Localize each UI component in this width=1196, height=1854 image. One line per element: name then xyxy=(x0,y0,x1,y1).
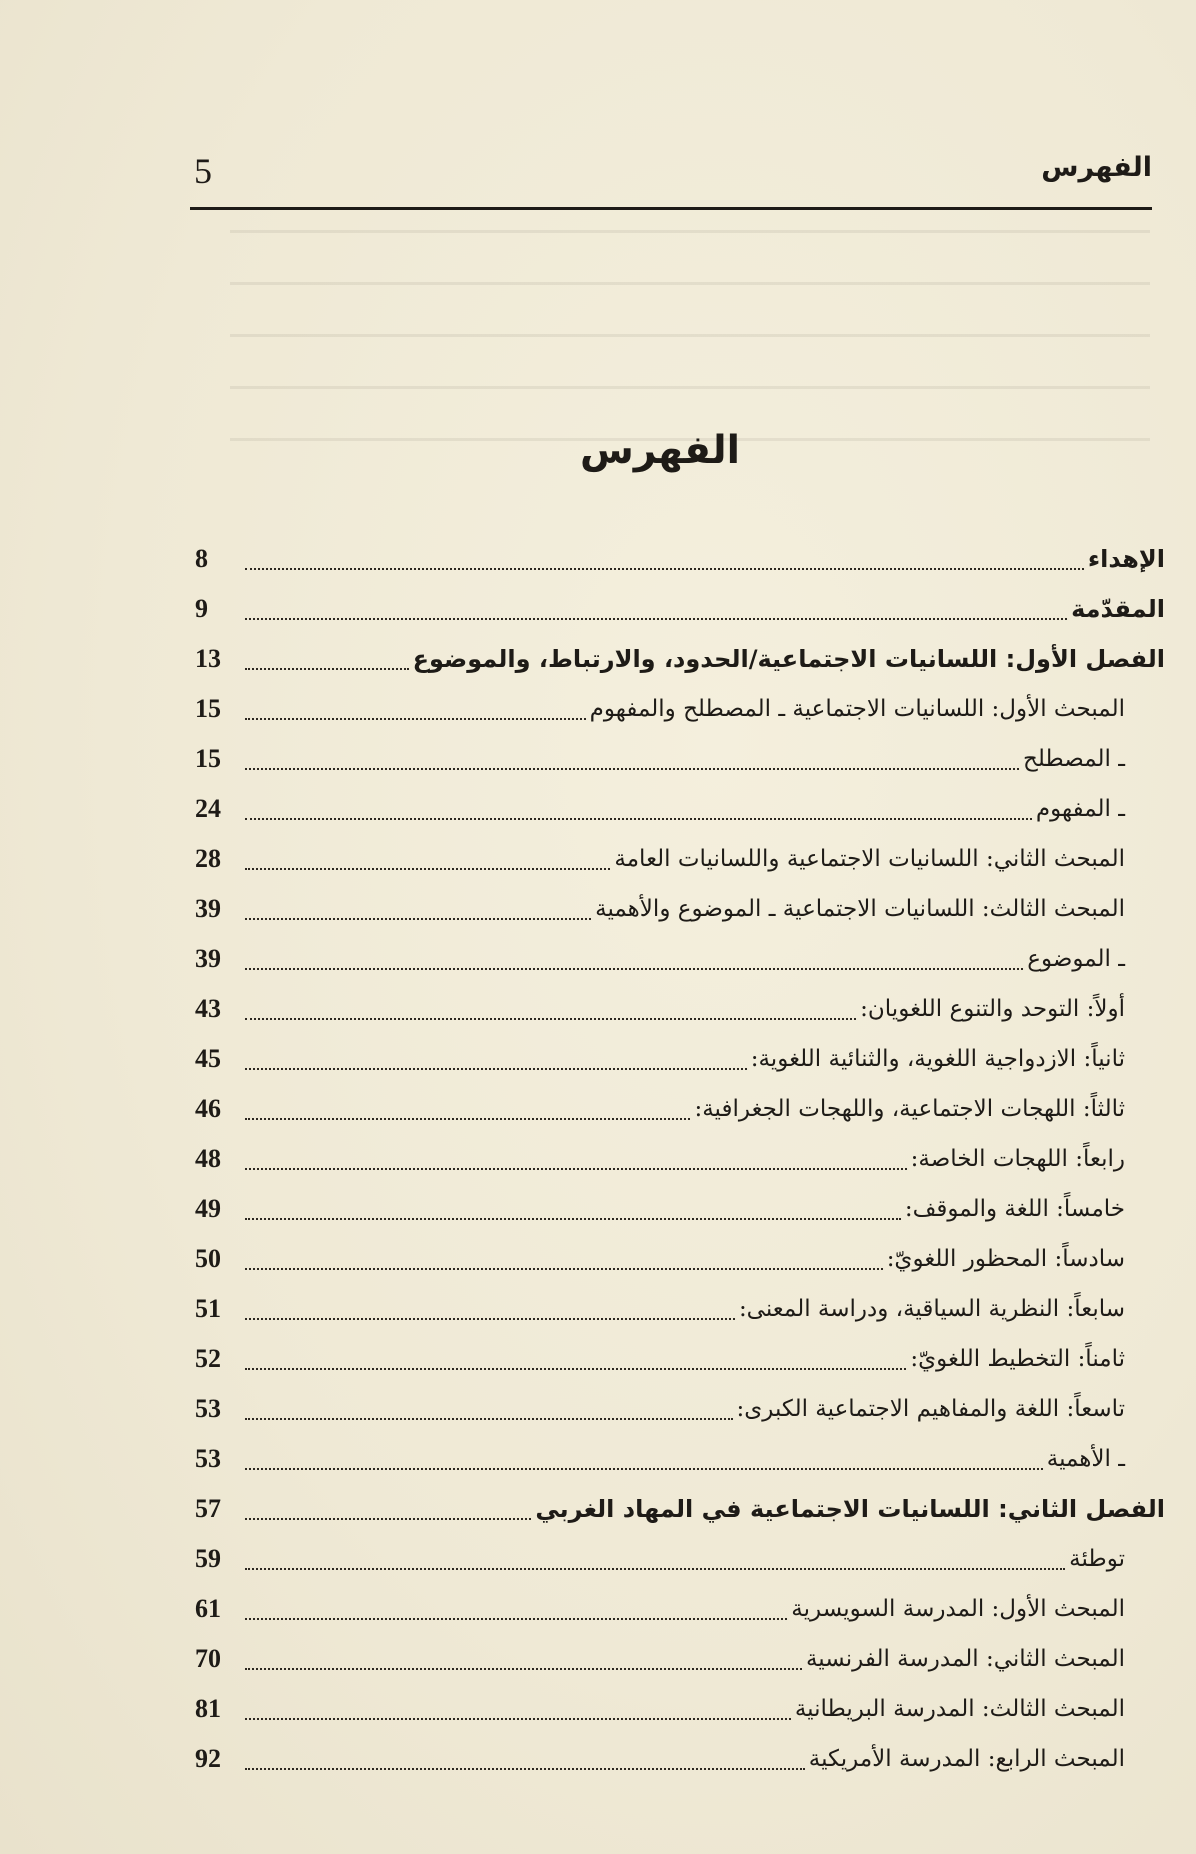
toc-entry-page: 39 xyxy=(195,944,221,973)
dot-leader xyxy=(245,618,1067,620)
toc-entry xyxy=(195,1230,1165,1280)
toc-entry-label: ثانياً: الازدواجية اللغوية، والثنائية اللغوية: xyxy=(750,1046,1125,1072)
toc-entry xyxy=(195,1430,1165,1480)
toc-entry-label: المقدّمة xyxy=(1071,595,1165,623)
dot-leader xyxy=(245,1368,906,1370)
table-of-contents xyxy=(195,530,1165,1780)
toc-entry-page: 92 xyxy=(195,1744,221,1773)
toc-entry-page: 15 xyxy=(195,744,221,773)
toc-entry-page: 61 xyxy=(195,1594,221,1623)
toc-entry xyxy=(195,780,1165,830)
toc-entry xyxy=(195,1180,1165,1230)
toc-entry-page: 48 xyxy=(195,1144,221,1173)
toc-entry xyxy=(195,980,1165,1030)
toc-entry-page: 46 xyxy=(195,1094,221,1123)
toc-entry xyxy=(195,1530,1165,1580)
toc-entry-page: 28 xyxy=(195,844,221,873)
toc-entry xyxy=(195,830,1165,880)
running-header-page-number: 5 xyxy=(194,151,212,191)
toc-entry-label: المبحث الأول: اللسانيات الاجتماعية ـ المصطلح والمفهوم xyxy=(589,696,1125,722)
dot-leader xyxy=(245,1118,690,1120)
toc-entry-page: 49 xyxy=(195,1194,221,1223)
dot-leader xyxy=(245,1268,883,1270)
toc-entry xyxy=(195,1280,1165,1330)
toc-entry-label: الإهداء xyxy=(1087,545,1165,573)
toc-entry-page: 15 xyxy=(195,694,221,723)
dot-leader xyxy=(245,1418,733,1420)
toc-entry-page: 9 xyxy=(195,594,208,623)
running-header xyxy=(190,150,1152,210)
toc-entry-page: 43 xyxy=(195,994,221,1023)
toc-entry-label: الفصل الثاني: اللسانيات الاجتماعية في المهاد الغربي xyxy=(535,1495,1165,1523)
dot-leader xyxy=(245,718,586,720)
toc-entry-page: 53 xyxy=(195,1444,221,1473)
toc-entry-page: 81 xyxy=(195,1694,221,1723)
header-rule xyxy=(190,207,1152,210)
dot-leader xyxy=(245,1068,747,1070)
toc-entry-page: 45 xyxy=(195,1044,221,1073)
toc-entry-label: ـ المصطلح xyxy=(1022,746,1125,772)
toc-entry-label: المبحث الرابع: المدرسة الأمريكية xyxy=(808,1746,1125,1772)
dot-leader xyxy=(245,818,1032,820)
toc-entry xyxy=(195,680,1165,730)
toc-entry-label: ـ المفهوم xyxy=(1035,796,1125,822)
toc-entry-label: تاسعاً: اللغة والمفاهيم الاجتماعية الكبرى: xyxy=(736,1396,1125,1422)
dot-leader xyxy=(245,968,1023,970)
toc-entry xyxy=(195,1080,1165,1130)
dot-leader xyxy=(245,1168,907,1170)
dot-leader xyxy=(245,868,610,870)
toc-entry-label: الفصل الأول: اللسانيات الاجتماعية/الحدود، والارتباط، والموضوع xyxy=(412,645,1165,673)
dot-leader xyxy=(245,568,1084,570)
toc-entry xyxy=(195,530,1165,580)
dot-leader xyxy=(245,918,591,920)
toc-entry-label: المبحث الثاني: اللسانيات الاجتماعية واللسانيات العامة xyxy=(614,846,1125,872)
toc-entry-page: 52 xyxy=(195,1344,221,1373)
toc-entry xyxy=(195,630,1165,680)
toc-entry xyxy=(195,1480,1165,1530)
toc-heading: الفهرس xyxy=(580,428,740,473)
dot-leader xyxy=(245,1318,735,1320)
toc-entry xyxy=(195,1130,1165,1180)
toc-entry xyxy=(195,1330,1165,1380)
toc-entry-label: رابعاً: اللهجات الخاصة: xyxy=(910,1146,1125,1172)
toc-entry-label: سادساً: المحظور اللغويّ: xyxy=(886,1246,1125,1272)
dot-leader xyxy=(245,1468,1043,1470)
dot-leader xyxy=(245,1518,531,1520)
toc-entry-label: سابعاً: النظرية السياقية، ودراسة المعنى: xyxy=(738,1296,1125,1322)
toc-entry xyxy=(195,1030,1165,1080)
dot-leader xyxy=(245,1018,856,1020)
toc-entry xyxy=(195,1580,1165,1630)
toc-entry xyxy=(195,580,1165,630)
dot-leader xyxy=(245,668,409,670)
toc-entry-label: ـ الأهمية xyxy=(1046,1446,1125,1472)
toc-entry-label: خامساً: اللغة والموقف: xyxy=(904,1196,1125,1222)
toc-entry-label: ـ الموضوع xyxy=(1027,946,1125,972)
dot-leader xyxy=(245,768,1019,770)
toc-entry-page: 13 xyxy=(195,644,221,673)
toc-entry xyxy=(195,930,1165,980)
dot-leader xyxy=(245,1218,901,1220)
toc-entry xyxy=(195,880,1165,930)
toc-entry-label: المبحث الثالث: المدرسة البريطانية xyxy=(794,1696,1125,1722)
toc-entry-label: أولاً: التوحد والتنوع اللغويان: xyxy=(860,996,1125,1022)
toc-entry xyxy=(195,1730,1165,1780)
toc-entry-label: توطئة xyxy=(1069,1546,1125,1572)
dot-leader xyxy=(245,1768,805,1770)
dot-leader xyxy=(245,1618,787,1620)
toc-entry-page: 50 xyxy=(195,1244,221,1273)
toc-entry-page: 59 xyxy=(195,1544,221,1573)
toc-entry xyxy=(195,730,1165,780)
toc-entry-page: 57 xyxy=(195,1494,221,1523)
toc-entry-page: 39 xyxy=(195,894,221,923)
dot-leader xyxy=(245,1668,802,1670)
toc-entry-page: 8 xyxy=(195,544,208,573)
toc-entry-label: ثامناً: التخطيط اللغويّ: xyxy=(910,1346,1125,1372)
toc-entry-label: المبحث الثالث: اللسانيات الاجتماعية ـ الموضوع والأهمية xyxy=(595,896,1125,922)
toc-entry-page: 51 xyxy=(195,1294,221,1323)
toc-entry xyxy=(195,1380,1165,1430)
toc-entry-label: المبحث الثاني: المدرسة الفرنسية xyxy=(805,1646,1125,1672)
toc-entry xyxy=(195,1630,1165,1680)
running-header-title: الفهرس xyxy=(1041,152,1152,183)
toc-entry-label: المبحث الأول: المدرسة السويسرية xyxy=(791,1596,1125,1622)
toc-entry-page: 24 xyxy=(195,794,221,823)
dot-leader xyxy=(245,1718,791,1720)
toc-entry-page: 70 xyxy=(195,1644,221,1673)
dot-leader xyxy=(245,1568,1065,1570)
toc-entry-label: ثالثاً: اللهجات الاجتماعية، واللهجات الجغرافية: xyxy=(694,1096,1125,1122)
toc-entry xyxy=(195,1680,1165,1730)
toc-entry-page: 53 xyxy=(195,1394,221,1423)
